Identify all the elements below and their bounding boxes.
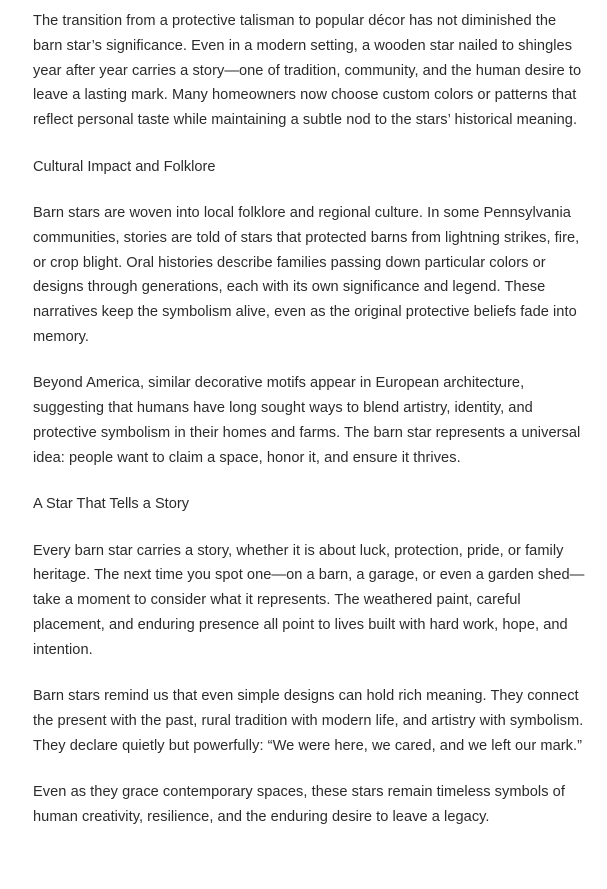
paragraph-beyond-america: Beyond America, similar decorative motifs appear in European architecture, suggesting that humans have long sought ways to blend artistry, identity, and protective symbolism in their homes and farms. The barn star represents a universal idea: people want to claim a space, honor it, and ensure it thrives. [33, 375, 581, 466]
paragraph-legacy: Even as they grace contemporary spaces, these stars remain timeless symbols of human creativity, resilience, and the enduring desire to leave a legacy. [33, 784, 565, 825]
section-heading-star-story: A Star That Tells a Story [33, 496, 190, 513]
paragraph-talisman-to-decor: The transition from a protective talisman to popular décor has not diminished the barn star’s significance. Even in a modern setting, a wooden star nailed to shingles year after year carries a story—one of tradition, community, and the human desire to leave a lasting mark. Many homeowners now choose custom colors or patterns that reflect personal taste while maintaining a subtle nod to the stars’ historical meaning. [33, 13, 582, 129]
paragraph-every-barn-star: Every barn star carries a story, whether it is about luck, protection, pride, or family heritage. The next time you spot one—on a barn, a garage, or even a garden shed—take a moment to consider what it represents. The weathered paint, careful placement, and enduring presence all point to lives built with hard work, hope, and intention. [33, 542, 585, 658]
paragraph-folklore: Barn stars are woven into local folklore and regional culture. In some Pennsylvania communities, stories are told of stars that protected barns from lightning strikes, fire, or crop blight. Oral histories describe families passing down particular colors or designs through generations, each with its own significance and legend. These narratives keep the symbolism alive, even as the original protective beliefs fade into memory. [33, 204, 580, 345]
paragraph-rich-meaning: Barn stars remind us that even simple designs can hold rich meaning. They connect the present with the past, rural tradition with modern life, and artistry with symbolism. They declare quietly but powerfully: “We were here, we cared, and we left our mark.” [33, 688, 584, 754]
section-heading-cultural-impact: Cultural Impact and Folklore [33, 158, 216, 175]
